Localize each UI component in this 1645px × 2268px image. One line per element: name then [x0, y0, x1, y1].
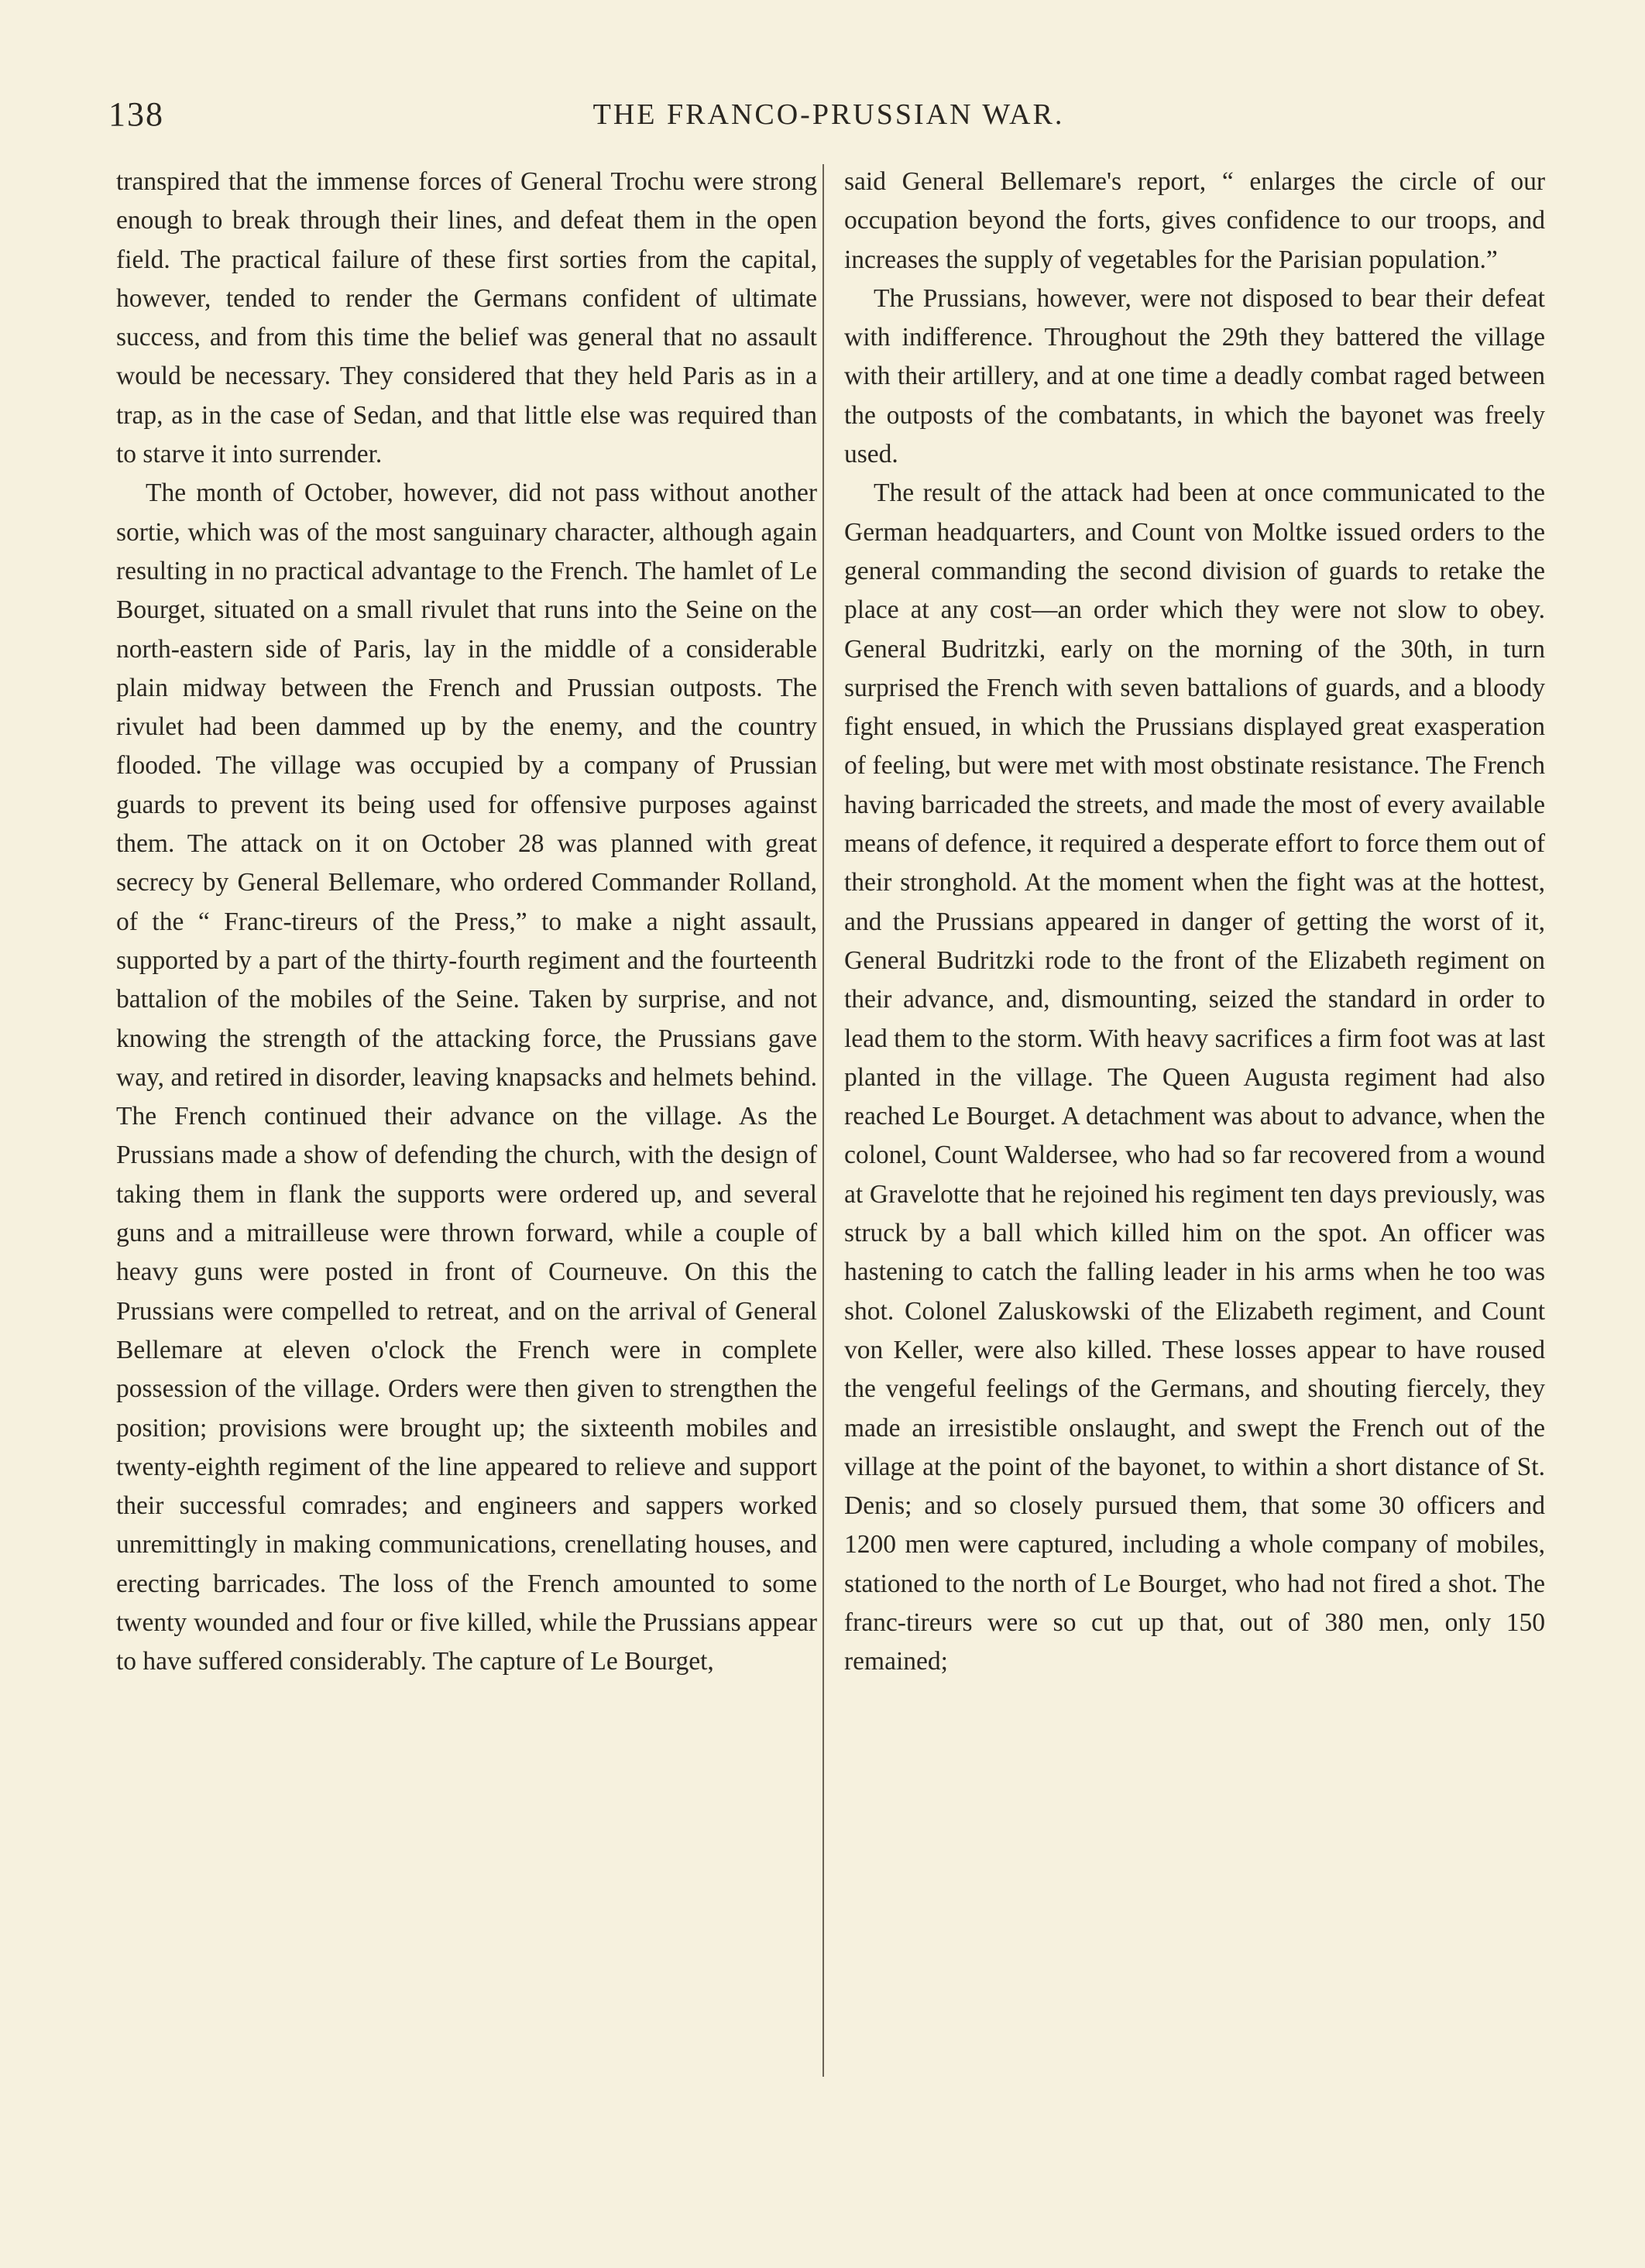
- paragraph: transpired that the immense forces of General Trochu were strong enough to break through their lines, and defeat them in the open field. The practical failure of these first sorties from the capital, however, tended to render the Germans confident of ultimate success, and from this time the belief was general that no assault would be necessary. They considered that they held Paris as in a trap, as in the case of Sedan, and that little else was required than to starve it into surrender.: [116, 167, 817, 469]
- column-divider: [822, 164, 824, 2077]
- page-number: 138: [108, 95, 164, 133]
- paragraph: The Prussians, however, were not disposed to bear their defeat with indifference. Throughout the 29th they battered the village with their artillery, and at one time a deadly combat raged between the outposts of the combatants, in which the bayonet was freely used.: [844, 283, 1545, 469]
- paragraph: said General Bellemare's report, “ enlarges the circle of our occupation beyond the forts, gives confidence to our troops, and increases the supply of vegetables for the Parisian population.”: [844, 167, 1545, 274]
- page-header: [108, 94, 1549, 141]
- right-column: [844, 163, 1545, 1682]
- paragraph: The result of the attack had been at once communicated to the German headquarters, and Count von Moltke issued orders to the general commanding the second division of guards to retake the place at any cost—an order which they were not slow to obey. General Budritzki, early on the morning of the 30th, in turn surprised the French with seven battalions of guards, and a bloody fight ensued, in which the Prussians displayed great exasperation of feeling, but were met with most obstinate resistance. The French having barricaded the streets, and made the most of every available means of defence, it required a desperate effort to force them out of their stronghold. At the moment when the fight was at the hottest, and the Prussians appeared in danger of getting the worst of it, General Budritzki rode to the front of the Elizabeth regiment on their advance, and, dismounting, seized the standard in order to lead them to the storm. With heavy sacrifices a firm foot was at last planted in the village. The Queen Augusta regiment had also reached Le Bourget. A detachment was about to advance, when the colonel, Count Waldersee, who had so far recovered from a wound at Gravelotte that he rejoined his regiment ten days previously, was struck by a ball which killed him on the spot. An officer was hastening to catch the falling leader in his arms when he too was shot. Colonel Zaluskowski of the Elizabeth regiment, and Count von Keller, were also killed. These losses appear to have roused the vengeful feelings of the Germans, and shouting fiercely, they made an irresistible onslaught, and swept the French out of the village at the point of the bayonet, to within a short distance of St. Denis; and so closely pursued them, that some 30 officers and 1200 men were captured, including a whole company of mobiles, stationed to the north of Le Bourget, who had not fired a shot. The franc-tireurs were so cut up that, out of 380 men, only 150 remained;: [844, 479, 1545, 1676]
- left-column: [116, 163, 817, 1682]
- running-title: THE FRANCO-PRUSSIAN WAR.: [592, 98, 1065, 131]
- paragraph: The month of October, however, did not pass without another sortie, which was of the most sanguinary character, although again resulting in no practical advantage to the French. The hamlet of Le Bourget, situated on a small rivulet that runs into the Seine on the north-eastern side of Paris, lay in the middle of a considerable plain midway between the French and Prussian outposts. The rivulet had been dammed up by the enemy, and the country flooded. The village was occupied by a company of Prussian guards to prevent its being used for offensive purposes against them. The attack on it on October 28 was planned with great secrecy by General Bellemare, who ordered Commander Rolland, of the “ Franc-tireurs of the Press,” to make a night assault, supported by a part of the thirty-fourth regiment and the fourteenth battalion of the mobiles of the Seine. Taken by surprise, and not knowing the strength of the attacking force, the Prussians gave way, and retired in disorder, leaving knapsacks and helmets behind. The French continued their advance on the village. As the Prussians made a show of defending the church, with the design of taking them in flank the supports were ordered up, and several guns and a mitrailleuse were thrown forward, while a couple of heavy guns were posted in front of Courneuve. On this the Prussians were compelled to retreat, and on the arrival of General Bellemare at eleven o'clock the French were in complete possession of the village. Orders were then given to strengthen the position; provisions were brought up; the sixteenth mobiles and twenty-eighth regiment of the line appeared to relieve and support their successful comrades; and engineers and sappers worked unremittingly in making communications, crenellating houses, and erecting barricades. The loss of the French amounted to some twenty wounded and four or five killed, while the Prussians appear to have suffered considerably. The capture of Le Bourget,: [116, 479, 817, 1676]
